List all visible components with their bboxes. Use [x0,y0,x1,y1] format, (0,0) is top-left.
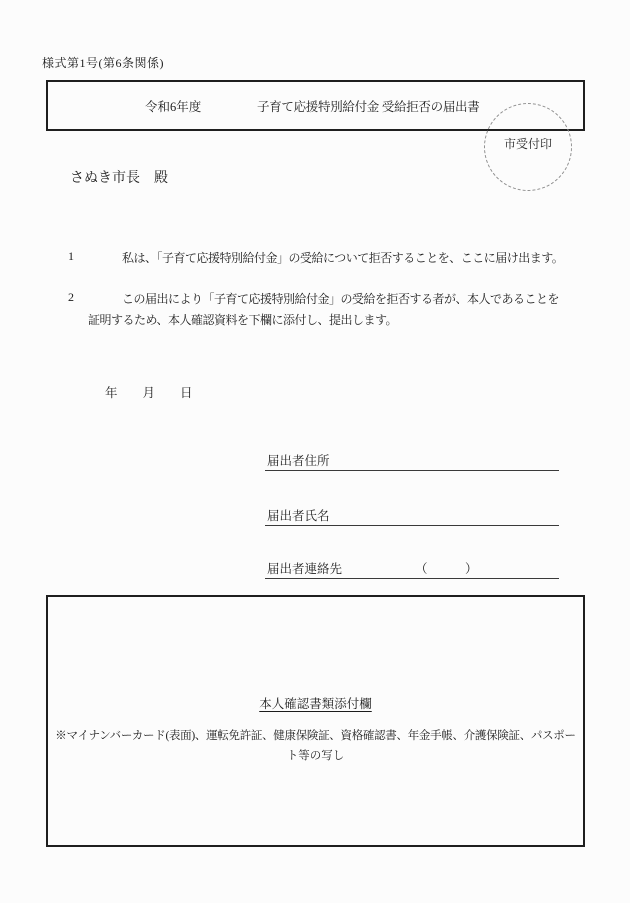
city-receipt-seal-circle [484,103,572,191]
attachment-note-line2: ト等の写し [286,750,345,762]
applicant-contact-parens: （ ） [415,562,478,576]
paragraph-1-text: 私は、「子育て応援特別給付金」の受給について拒否することを、ここに届け出ます。 [122,251,564,265]
form-title: 子育て応援特別給付金 受給拒否の届出書 [257,100,480,114]
applicant-name-field[interactable] [265,503,559,526]
applicant-address-label: 届出者住所 [267,454,330,468]
date-fill-in-line[interactable]: 年 月 日 [105,386,193,400]
id-document-attachment-box[interactable] [46,595,585,847]
applicant-address-field[interactable] [265,448,559,471]
applicant-contact-label: 届出者連絡先 [267,562,343,576]
paragraph-2-text-line1: この届出により「子育て応援特別給付金」の受給を拒否する者が、本人であることを [122,292,560,306]
form-number-label: 様式第1号(第6条関係) [42,56,164,70]
paragraph-2-number: 2 [68,290,74,304]
fiscal-year-label: 令和6年度 [145,100,202,114]
applicant-contact-field[interactable] [265,556,559,579]
attachment-note-line1: ※マイナンバーカード(表面)、運転免許証、健康保険証、資格確認書、年金手帳、介護保険証、パスポー [55,730,576,742]
attachment-box-heading: 本人確認書類添付欄 [259,697,372,711]
applicant-name-label: 届出者氏名 [267,509,330,523]
city-receipt-seal-label: 市受付印 [503,137,552,151]
paragraph-2-text-line2: 証明するため、本人確認資料を下欄に添付し、提出します。 [88,313,398,327]
addressee-label: さぬき市長 殿 [70,171,168,186]
paragraph-1-number: 1 [68,249,74,263]
